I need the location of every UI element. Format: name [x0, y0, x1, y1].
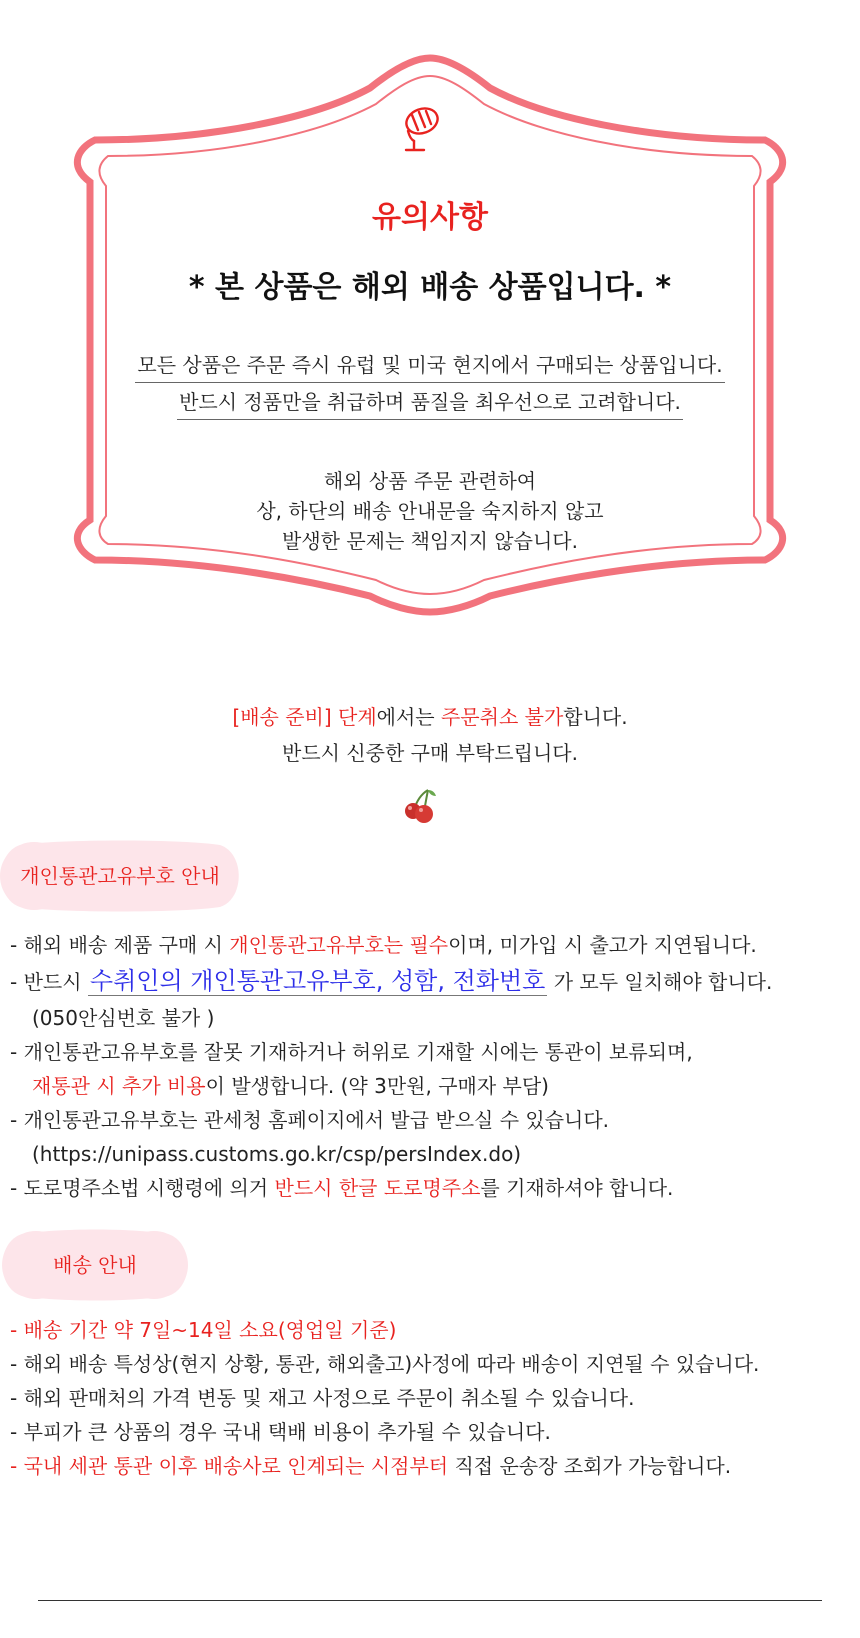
shipping-section-title: 배송 안내: [53, 1253, 137, 1277]
customs-info-list: [10, 928, 850, 1205]
list-item: [10, 1415, 850, 1449]
item-text: 직접 운송장 조회가 가능합니다.: [448, 1454, 732, 1478]
shipping-section-tag: [0, 1228, 190, 1302]
notice-title: 유의사항: [372, 200, 488, 235]
tracking-start-text: 국내 세관 통관 이후 배송사로 인계되는 시점부터: [23, 1454, 449, 1478]
item-text: 가 모두 일치해야 합니다.: [547, 970, 773, 994]
list-item: [10, 1103, 850, 1137]
item-text: - 해외 배송 제품 구매 시: [10, 933, 230, 957]
cancel-warning-line-2: 반드시 신중한 구매 부탁드립니다.: [282, 741, 578, 765]
list-item: [10, 1347, 850, 1381]
item-text: 이며, 미가입 시 출고가 지연됩니다.: [448, 933, 757, 957]
notice-headline: * 본 상품은 해외 배송 상품입니다. *: [188, 270, 672, 305]
item-text: - 개인통관고유부호는 관세청 홈페이지에서 발급 받으실 수 있습니다.: [10, 1108, 610, 1132]
list-item: [10, 1381, 850, 1415]
list-item: [10, 1001, 850, 1035]
notice-line-1: 모든 상품은 주문 즉시 유럽 및 미국 현지에서 구매되는 상품입니다.: [135, 348, 724, 383]
warning-end-text: 합니다.: [563, 705, 628, 729]
item-text: - 해외 배송 특성상(현지 상황, 통관, 해외출고)사정에 따라 배송이 지연될 수 있습니다.: [10, 1352, 760, 1376]
disclaimer-line-2: 상, 하단의 배송 안내문을 숙지하지 않고: [256, 499, 604, 523]
notice-underlined-lines: [0, 348, 860, 422]
customs-section-tag: [0, 839, 240, 913]
microphone-icon: [398, 103, 444, 153]
item-text: - 개인통관고유부호를 잘못 기재하거나 허위로 기재할 시에는 통관이 보류되며,: [10, 1040, 693, 1064]
recipient-match-text: 수취인의 개인통관고유부호, 성함, 전화번호: [89, 967, 546, 995]
disclaimer-line-3: 발생한 문제는 책임지지 않습니다.: [282, 529, 578, 553]
shipping-info-list: [10, 1313, 850, 1483]
warning-mid-text: 에서는: [376, 705, 441, 729]
bottom-divider: [38, 1600, 822, 1601]
item-dash: -: [10, 1318, 24, 1342]
korean-address-text: 반드시 한글 도로명주소: [274, 1176, 481, 1200]
list-item: [10, 928, 850, 962]
list-item: [10, 1137, 850, 1171]
item-text: - 부피가 큰 상품의 경우 국내 택배 비용이 추가될 수 있습니다.: [10, 1420, 551, 1444]
extra-cost-text: 재통관 시 추가 비용: [32, 1074, 206, 1098]
cancel-warning: [0, 699, 860, 771]
notice-disclaimer: [0, 466, 860, 556]
item-dash: -: [10, 1454, 24, 1478]
customs-section-title: 개인통관고유부호 안내: [20, 864, 220, 888]
item-text: - 해외 판매처의 가격 변동 및 재고 사정으로 주문이 취소될 수 있습니다.: [10, 1386, 635, 1410]
list-item: [10, 1035, 850, 1069]
required-text: 개인통관고유부호는 필수: [229, 933, 449, 957]
item-text: - 도로명주소법 시행령에 의거: [10, 1176, 275, 1200]
notice-line-2: 반드시 정품만을 취급하며 품질을 최우선으로 고려합니다.: [177, 385, 683, 420]
item-text: (050안심번호 불가 ): [32, 1006, 215, 1030]
list-item: [10, 962, 850, 1001]
delivery-period-text: 배송 기간 약 7일~14일 소요(영업일 기준): [23, 1318, 397, 1342]
item-text: 이 발생합니다. (약 3만원, 구매자 부담): [205, 1074, 549, 1098]
cherry-icon: [404, 788, 444, 824]
list-item: [10, 1449, 850, 1483]
item-text: - 반드시: [10, 970, 88, 994]
stage-text: [배송 준비] 단계: [232, 705, 377, 729]
disclaimer-line-1: 해외 상품 주문 관련하여: [323, 469, 537, 493]
unipass-url-text: (https://unipass.customs.go.kr/csp/persIndex.do): [32, 1142, 522, 1166]
list-item: [10, 1171, 850, 1205]
cancel-unavailable-text: 주문취소 불가: [440, 705, 564, 729]
item-text: 를 기재하셔야 합니다.: [480, 1176, 674, 1200]
list-item: [10, 1069, 850, 1103]
list-item: [10, 1313, 850, 1347]
cancel-warning-line-1: [0, 699, 860, 735]
